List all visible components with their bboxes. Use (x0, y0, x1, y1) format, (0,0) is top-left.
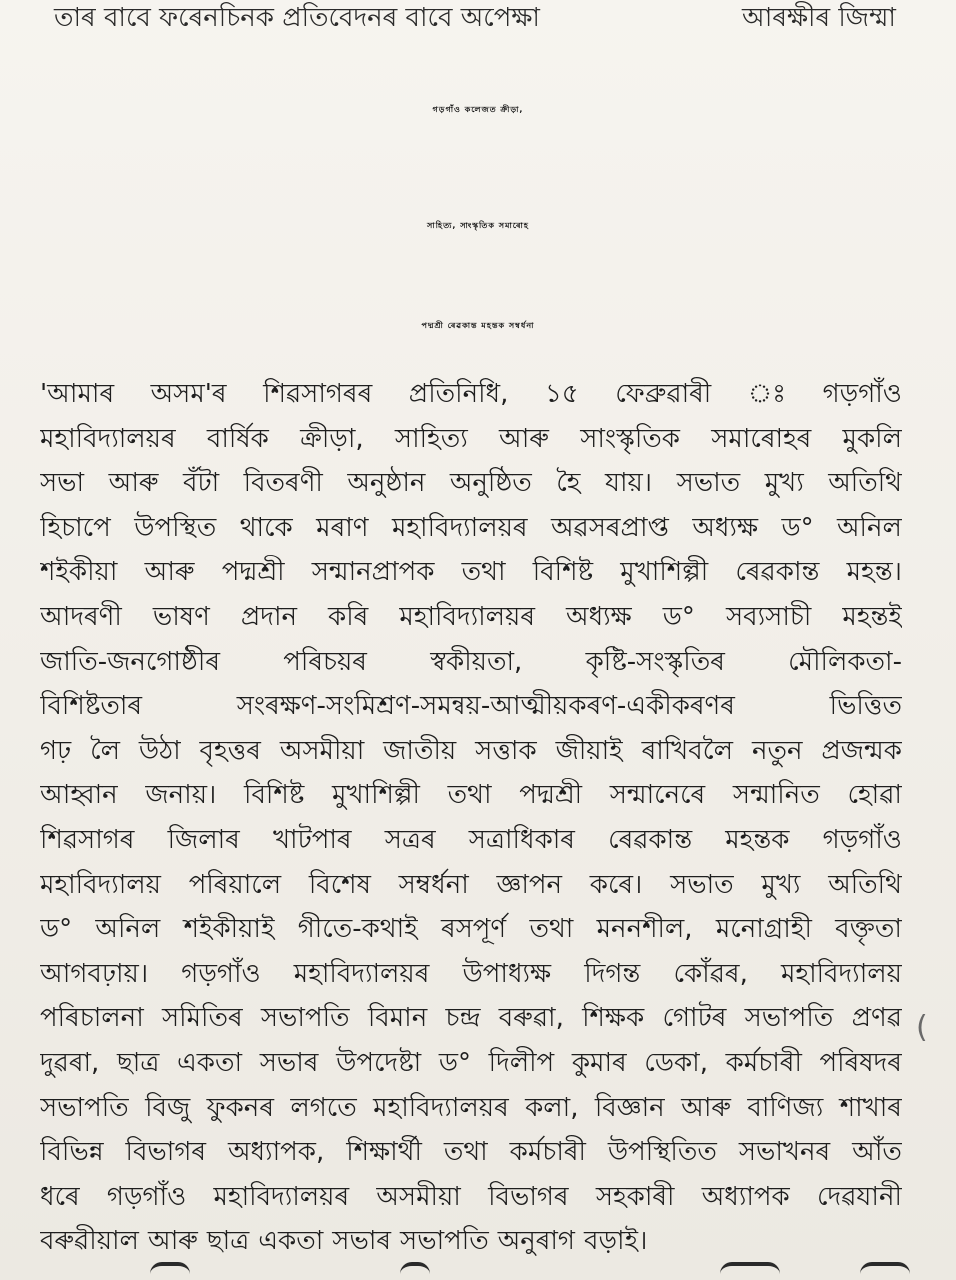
article-line (40, 773, 902, 818)
article-word: বৰুৱা, (498, 1003, 564, 1034)
article-word: মুখ্য (761, 869, 801, 900)
article-word: ফুকনৰ (206, 1092, 274, 1123)
article-word: গীতে-কথাই (297, 914, 418, 945)
article-word: মহাবিদ্যালয়ৰ (213, 1181, 350, 1212)
headline-line-2: সাহিত্য, সাংস্কৃতিক সমাৰোহ (426, 221, 530, 230)
article-word: প্ৰদান (240, 601, 297, 632)
previous-headline-left: তাৰ বাবে ফৰেনচিনক প্ৰতিবেদনৰ বাবে অপেক্ষা (54, 3, 540, 33)
article-word: অসমীয়া (376, 1181, 461, 1212)
article-word: ড° (662, 601, 695, 632)
article-word: মনোগ্ৰাহী (715, 914, 812, 945)
article-word: সভাপতি (400, 1226, 489, 1257)
article-word: কৃষ্টি-সংস্কৃতিৰ (585, 646, 725, 677)
article-word: প্ৰজন্মক (821, 735, 902, 766)
article-word: কোঁৱৰ, (673, 958, 748, 989)
article-word: আহ্বান (40, 780, 118, 811)
article-word: লগতে (290, 1092, 357, 1123)
article-word: হোৱা (847, 780, 902, 811)
article-word: অধ্যাপক, (227, 1137, 325, 1168)
article-word: জাতীয় (383, 735, 457, 766)
article-word: মুখ্য (764, 468, 804, 499)
article-word: ফেব্ৰুৱাৰী (615, 379, 712, 409)
article-word: একতা (177, 1047, 243, 1078)
article-word: আগবঢ়ায়। (40, 958, 149, 989)
article-word: বিশিষ্ট (244, 780, 305, 811)
article-word: বৰুৱীয়াল (40, 1226, 139, 1257)
next-article-strip (0, 1254, 956, 1280)
article-word: অধ্যক্ষ (692, 512, 759, 543)
article-word: সহকাৰী (595, 1181, 675, 1212)
article-line (40, 907, 902, 952)
article-line (40, 1041, 902, 1086)
article-word: অনুষ্ঠান (347, 468, 426, 499)
article-word: শিক্ষক (582, 1003, 645, 1034)
article-word: বিভাগৰ (125, 1137, 207, 1168)
article-word: ৰসপূৰ্ণ (440, 914, 507, 945)
article-line (40, 640, 902, 685)
article-word: সভাৰ (332, 1226, 392, 1257)
article-word: মহাবিদ্যালয়ৰ (373, 1092, 509, 1123)
article-word: মহন্তক (725, 824, 790, 855)
article-word: মহাবিদ্যালয়ৰ (391, 512, 528, 543)
article-word: উপস্থিত (134, 512, 217, 543)
article-word: বিশেষ (308, 869, 371, 900)
article-word: বিতৰণী (243, 468, 323, 499)
article-word: সভাপতি (260, 1003, 350, 1034)
article-line (40, 1086, 902, 1131)
article-word: পৰিচয়ৰ (283, 646, 367, 677)
article-word: ছাত্ৰ (206, 1226, 250, 1257)
article-word: মহন্ত। (846, 557, 902, 588)
article-word: বিশিষ্টতাৰ (40, 691, 143, 722)
article-word: মুখাশিল্পী (620, 557, 709, 588)
article-word: শিৱসাগৰ (40, 824, 135, 855)
article-word: বিভিন্ন (40, 1137, 104, 1168)
article-word: কৰি (328, 601, 369, 632)
article-word: 'আমাৰ (40, 379, 115, 409)
article-word: মহাবিদ্যালয়ৰ (293, 958, 430, 989)
article-word: দিলীপ (488, 1047, 555, 1078)
article-word: মৌলিকতা- (788, 646, 902, 677)
article-word: বিভাগৰ (488, 1181, 569, 1212)
article-word: বক্তৃতা (835, 914, 902, 945)
article-word: কলা, (525, 1092, 579, 1123)
article-line (40, 417, 902, 462)
article-word: জিলাৰ (167, 824, 240, 855)
article-word: বাৰ্ষিক (206, 423, 269, 454)
article-word: চন্দ্ৰ (445, 1003, 481, 1034)
article-word: মননশীল, (596, 914, 693, 945)
article-word: অধ্যাপক (701, 1181, 790, 1212)
article-word: মুকলি (842, 423, 902, 454)
article-word: স্বকীয়তা, (430, 646, 523, 677)
article-word: বড়াই। (583, 1226, 648, 1257)
article-word: ১৫ (544, 379, 579, 409)
article-word: সত্ৰাধিকাৰ (468, 824, 575, 855)
article-word: পৰিচালনা (40, 1003, 144, 1034)
article-word: বিজ্ঞান (594, 1092, 665, 1123)
article-word: ৰেৱকান্ত (608, 824, 693, 855)
article-word: সভা (40, 468, 85, 499)
article-word: সভাখনৰ (738, 1137, 831, 1168)
article-line (40, 684, 902, 729)
article-word: যায়। (604, 468, 653, 499)
article-word: অতিথি (828, 468, 902, 499)
article-word: গঢ় (40, 735, 72, 766)
article-word: সন্মানিত (732, 780, 820, 811)
article-word: হিচাপে (40, 512, 111, 543)
article-line (40, 1175, 902, 1220)
article-word: অৱসৰপ্ৰাপ্ত (551, 512, 669, 543)
article-word: সত্ৰৰ (384, 824, 436, 855)
article-word: পৰিষদৰ (819, 1047, 902, 1078)
article-line (40, 818, 902, 863)
article-word: প্ৰণৱ (851, 1003, 902, 1034)
article-word: দুৱৰা, (40, 1047, 100, 1078)
article-word: অনিল (837, 512, 902, 543)
article-word: আঁত (852, 1137, 902, 1168)
article-word: পদ্মশ্ৰী (221, 557, 285, 588)
article-word: উপদেষ্টা (336, 1047, 422, 1078)
article-word: বাণিজ্য (747, 1092, 824, 1123)
article-word: ড° (438, 1047, 471, 1078)
article-word: সভাপতি (744, 1003, 834, 1034)
article-word: শিক্ষাৰ্থী (346, 1137, 422, 1168)
article-word: মৰাণ (316, 512, 369, 543)
article-line (40, 952, 902, 997)
article-word: তথা (529, 914, 574, 945)
article-line (40, 996, 902, 1041)
article-word: শইকীয়াই (183, 914, 275, 945)
article-line (40, 595, 902, 640)
article-word: খাটপাৰ (272, 824, 352, 855)
article-word: তথা (447, 780, 492, 811)
article-line (40, 550, 902, 595)
article-word: দিগন্ত (584, 958, 641, 989)
article-word: অসম'ৰ (150, 379, 227, 409)
article-word: অধ্যক্ষ (566, 601, 632, 632)
article-word: বঁটা (182, 468, 220, 499)
article-word: সভাৰ (259, 1047, 319, 1078)
article-word: জাতি-জনগোষ্ঠীৰ (40, 646, 220, 677)
article-word: জনায়। (145, 780, 217, 811)
article-word: সাহিত্য (394, 423, 468, 454)
article-word: শিৱসাগৰৰ (263, 379, 373, 409)
margin-mark: ( (916, 1010, 928, 1045)
article-word: সন্মানপ্ৰাপক (311, 557, 435, 588)
article-word: অতিথি (828, 869, 902, 900)
article-word: উঠা (138, 735, 181, 766)
previous-headline-right: আৰক্ষীৰ জিম্মা (742, 3, 896, 33)
article-word: শইকীয়া (40, 557, 118, 588)
article-word: আৰু (499, 423, 549, 454)
article-word: বৃহত্তৰ (199, 735, 261, 766)
article-word: ভাষণ (152, 601, 210, 632)
article-word: সমিতিৰ (161, 1003, 243, 1034)
article-word: উপস্থিতিত (607, 1137, 717, 1168)
article-line (40, 1130, 902, 1175)
article-word: জ্ঞাপন (496, 869, 563, 900)
article-word: সত্তাক (475, 735, 537, 766)
article-word: বিজু (145, 1092, 191, 1123)
article-word: হৈ (556, 468, 581, 499)
article-word: আৰু (108, 468, 159, 499)
article-word: গোটৰ (662, 1003, 727, 1034)
previous-article-strip (0, 0, 956, 40)
article-word: ড° (781, 512, 814, 543)
article-word: আৰু (681, 1092, 731, 1123)
headline-line-3: পদ্মশ্ৰী ৰেৱকান্ত মহন্তক সম্বৰ্ধনা (421, 321, 535, 330)
article-word: পদ্মশ্ৰী (519, 780, 583, 811)
article-word: উপাধ্যক্ষ (462, 958, 552, 989)
article-word: ড° (40, 914, 73, 945)
article-word: বিশিষ্ট (532, 557, 594, 588)
article-word: আৰু (147, 1226, 198, 1257)
article-word: শাখাৰ (839, 1092, 902, 1123)
article-word: গড়গাঁও (822, 379, 902, 409)
article-word: সমাৰোহৰ (711, 423, 812, 454)
article-word: মহাবিদ্যালয় (40, 869, 161, 900)
article-line (40, 729, 902, 774)
article-line (40, 506, 902, 551)
article-line (40, 863, 902, 908)
article-word: প্ৰতিনিধি, (408, 379, 509, 409)
article-word: সব্যসাচী (725, 601, 812, 632)
article-line (40, 372, 902, 417)
article-word: মহন্তই (842, 601, 902, 632)
article-word: বিমান (367, 1003, 428, 1034)
article-body (40, 372, 902, 1264)
article-word: মহাবিদ্যালয়ৰ (399, 601, 535, 632)
article-word: ভিত্তিত (829, 691, 902, 722)
article-word: অনুৰাগ (497, 1226, 575, 1257)
article-word: ধৰে (40, 1181, 80, 1212)
article-word: নতুন (751, 735, 803, 766)
article-word: কৰ্মচাৰী (509, 1137, 586, 1168)
article-word: তথা (443, 1137, 488, 1168)
article-word: সন্মানেৰে (609, 780, 706, 811)
article-word: অনিল (95, 914, 161, 945)
article-word: ছাত্ৰ (116, 1047, 160, 1078)
article-word: গড়গাঁও (181, 958, 261, 989)
article-word: ডেকা, (644, 1047, 708, 1078)
article-word: আৰু (144, 557, 195, 588)
article-word: তথা (461, 557, 506, 588)
article-word: সভাপতি (40, 1092, 129, 1123)
article-word: আদৰণী (40, 601, 122, 632)
article-word: কৰে। (589, 869, 643, 900)
article-word: মহাবিদ্যালয় (780, 958, 902, 989)
article-word: ৰেৱকান্ত (735, 557, 820, 588)
article-word: একতা (258, 1226, 324, 1257)
article-word: মুখাশিল্পী (332, 780, 420, 811)
headline-line-1: গড়গাঁও কলেজত ক্ৰীড়া, (432, 105, 524, 114)
article-word: মহাবিদ্যালয়ৰ (40, 423, 176, 454)
article-word: পৰিয়ালে (188, 869, 282, 900)
article-line (40, 461, 902, 506)
article-word: গড়গাঁও (822, 824, 902, 855)
article-word: সংৰক্ষণ-সংমিশ্ৰণ-সমন্বয়-আত্মীয়কৰণ-একীকৰণৰ (236, 691, 735, 722)
article-word: থাকে (239, 512, 293, 543)
article-word: সম্বৰ্ধনা (398, 869, 469, 900)
article-word: ঃ (747, 379, 787, 409)
article-word: অনুষ্ঠিত (449, 468, 532, 499)
article-word: অসমীয়া (279, 735, 365, 766)
article-word: সভাত (676, 468, 741, 499)
article-word: দেৱযানী (817, 1181, 902, 1212)
article-word: কৰ্মচাৰী (725, 1047, 802, 1078)
article-word: সাংস্কৃতিক (580, 423, 680, 454)
article-word: গড়গাঁও (106, 1181, 187, 1212)
article-word: সভাত (670, 869, 734, 900)
article-word: ক্ৰীড়া, (300, 423, 364, 454)
article-word: ৰাখিবলৈ (641, 735, 734, 766)
article-word: লৈ (90, 735, 121, 766)
article-word: জীয়াই (555, 735, 623, 766)
article-word: কুমাৰ (571, 1047, 627, 1078)
